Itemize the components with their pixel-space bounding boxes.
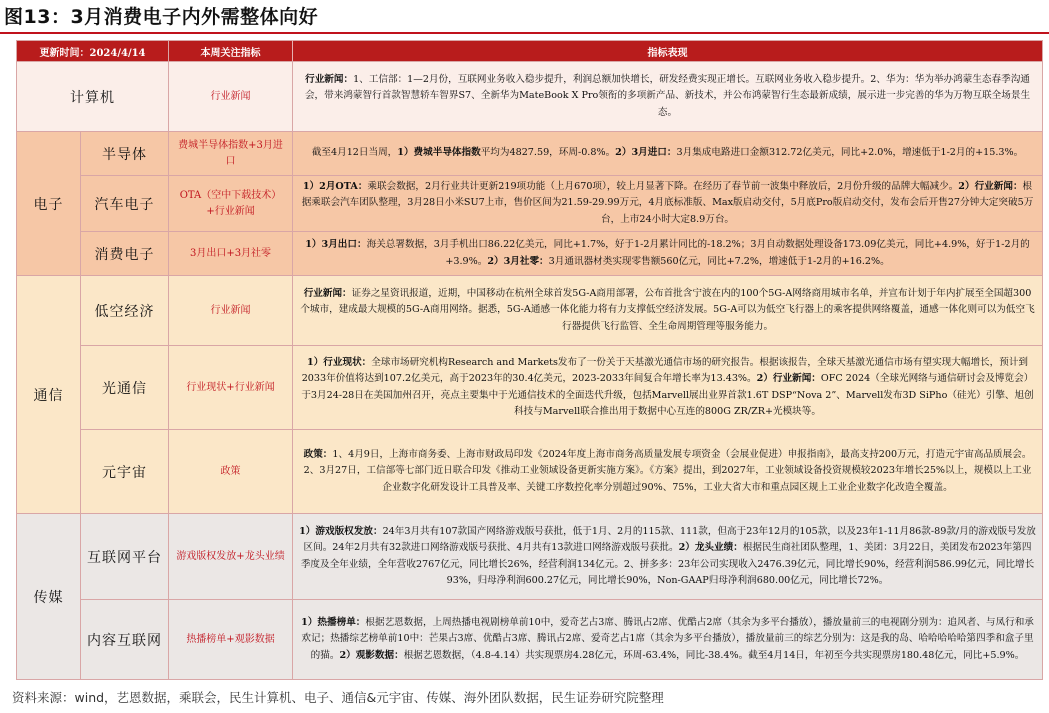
desc-content-internet: 1）热播榜单：根据艺恩数据，上周热播电视剧榜单前10中，爱奇艺占3席、腾讯占2席、优酷占2席（其余为多平台播放），播放量前三的电视剧分别为：追风者、与凤行和承欢记；热播综艺榜单前10中：芒果占3席、优酷占3席、腾讯占2席、爱奇艺占1席（其余为多平台播放），播放量前三的综艺分别为：这是我的岛、哈哈哈哈哈第四季和盒子里的猫。2）观影数据：根据艺恩数据，（4.8-4.14）共实现票房4.28亿元，环周-63.4%，同比-38.4%。截至4月14日，年初至今共实现票房180.48亿元，同比+5.9%。	[293, 600, 1043, 680]
desc-computer: 行业新闻：1、工信部：1—2月份，互联网业务收入稳步提升，利润总额加快增长，研发经费实现正增长。互联网业务收入稳步提升。2、华为：华为举办鸿蒙生态春季沟通会，带来鸿蒙智行首款智慧轿车智界S7、全新华为MateBook X Pro领衔的多项新产品、新技术，并公布鸿蒙智行生态最新成绩，展示进一步完善的华为万物互联全场景生态。	[293, 62, 1043, 132]
header-focus: 本周关注指标	[169, 41, 293, 62]
sub-auto-electronics: 汽车电子	[81, 176, 169, 232]
indicator-content-internet: 热播榜单+观影数据	[169, 600, 293, 680]
header-updated: 更新时间：2024/4/14	[17, 41, 169, 62]
indicator-auto-electronics: OTA（空中下载技术）+行业新闻	[169, 176, 293, 232]
table-row-internet-platform	[17, 514, 1043, 600]
indicator-optical: 行业现状+行业新闻	[169, 346, 293, 430]
table-row-low-altitude	[17, 276, 1043, 346]
table-row-consumer-electronics	[17, 232, 1043, 276]
table-row-computer	[17, 62, 1043, 132]
indicator-computer: 行业新闻	[169, 62, 293, 132]
desc-metaverse: 政策：1、4月9日，上海市商务委、上海市财政局印发《2024年度上海市商务高质量发展专项资金（会展业促进）申报指南》，最高支持200万元，打造元宇宙高品质展会。2、3月27日，工信部等七部门近日联合印发《推动工业领域设备更新实施方案》。《方案》提出，到2027年，工业领域设备投资规模较2023年增长25%以上，规模以上工业企业数字化研发设计工具普及率、关键工序数控化率分别超过90%、75%，工业大省大市和重点园区规上工业企业数字化改造全覆盖。	[293, 430, 1043, 514]
category-telecom: 通信	[17, 276, 81, 514]
sub-content-internet: 内容互联网	[81, 600, 169, 680]
title-divider	[0, 32, 1049, 34]
desc-optical: 1）行业现状：全球市场研究机构Research and Markets发布了一份关于天基激光通信市场的研究报告。根据该报告，全球天基激光通信市场有望实现大幅增长，预计到2033年价值将达到107.2亿美元，高于2023年的30.4亿美元，2023-2033年间复合年增长率为13.43%。2）行业新闻：OFC 2024（全球光网络与通信研讨会及博览会）于3月24-28日在美国加州召开，亮点主要集中于光通信技术的全面迭代升级，包括Marvell展出业界首款1.6T DSP“Nova 2”、Marvell发布3D SiPho（硅光）引擎、旭创科技与Marvell联合推出用于数据中心互连的800G ZR/ZR+光模块等。	[293, 346, 1043, 430]
desc-auto-electronics: 1）2月OTA：乘联会数据，2月行业共计更新219项功能（上月670项），较上月显著下降。在经历了春节前一波集中释放后，2月份升级的品牌大幅减少。2）行业新闻：根据乘联会汽车团队整理，3月28日小米SU7上市，售价区间为21.59-29.99万元，4月底标准版、Max版启动交付，5月底Pro版启动交付，发布会后开售27分钟大定突破5万台，上市24小时大定8.9万台。	[293, 176, 1043, 232]
desc-semiconductor: 截至4月12日当周，1）费城半导体指数平均为4827.59，环周-0.8%。2）3月进口：3月集成电路进口金额312.72亿美元，同比+2.0%，增速低于1-2月的+15.3%。	[293, 132, 1043, 176]
category-electronics: 电子	[17, 132, 81, 276]
indicator-consumer-electronics: 3月出口+3月社零	[169, 232, 293, 276]
table-row-optical	[17, 346, 1043, 430]
desc-internet-platform: 1）游戏版权发放：24年3月共有107款国产网络游戏版号获批，低于1月、2月的115款、111款，但高于23年12月的105款，以及23年1-11月86款-89款/月的游戏版号发放区间。24年2月共有32款进口网络游戏版号获批、4月共有13款进口网络游戏版号获批。2）龙头业绩：根据民生商社团队整理，1、美团：3月22日，美团发布2023年第四季度及全年业绩，全年营收2767亿元，同比增长26%，经营利润134亿元。2、拼多多：23年公司实现收入2476.39亿元，同比增长90%，经营利润586.99亿元，同比增长93%，归母净利润600.27亿元，同比增长90%，Non-GAAP归母净利润680.00亿元，同比增长72%。	[293, 514, 1043, 600]
table-row-semiconductor	[17, 132, 1043, 176]
table-row-metaverse	[17, 430, 1043, 514]
indicator-table	[16, 40, 1043, 680]
desc-consumer-electronics: 1）3月出口：海关总署数据，3月手机出口86.22亿美元，同比+1.7%，好于1-2月累计同比的-18.2%；3月自动数据处理设备173.09亿美元，同比+4.9%，好于1-2月的+3.9%。2）3月社零：3月通讯器材类实现零售额560亿元，同比+7.2%，增速低于1-2月的+16.2%。	[293, 232, 1043, 276]
header-performance: 指标表现	[293, 41, 1043, 62]
indicator-low-altitude: 行业新闻	[169, 276, 293, 346]
indicator-metaverse: 政策	[169, 430, 293, 514]
sub-metaverse: 元宇宙	[81, 430, 169, 514]
desc-low-altitude: 行业新闻：证券之星资讯报道，近期，中国移动在杭州全球首发5G-A商用部署，公布首批含宁波在内的100个5G-A网络商用城市名单，并宣布计划于年内扩展至全国超300个城市，建成最大规模的5G-A商用网络。据悉，5G-A通感一体化能力将有力支撑低空经济发展。5G-A可以为低空飞行器上的乘客提供网络覆盖，通感一体化则可以为低空飞行器提供飞行监管、全生命周期管理等服务能力。	[293, 276, 1043, 346]
source-note: 资料来源：wind，艺恩数据，乘联会，民生计算机、电子、通信&元宇宙、传媒、海外团队数据，民生证券研究院整理	[12, 690, 664, 705]
table-header-row	[17, 41, 1043, 62]
sub-optical: 光通信	[81, 346, 169, 430]
indicator-semiconductor: 费城半导体指数+3月进口	[169, 132, 293, 176]
figure-title: 图13：3月消费电子内外需整体向好	[4, 6, 319, 28]
sub-internet-platform: 互联网平台	[81, 514, 169, 600]
indicator-internet-platform: 游戏版权发放+龙头业绩	[169, 514, 293, 600]
category-computer: 计算机	[17, 62, 169, 132]
sub-low-altitude: 低空经济	[81, 276, 169, 346]
sub-consumer-electronics: 消费电子	[81, 232, 169, 276]
table-row-content-internet	[17, 600, 1043, 680]
category-media: 传媒	[17, 514, 81, 680]
sub-semiconductor: 半导体	[81, 132, 169, 176]
table-row-auto-electronics	[17, 176, 1043, 232]
